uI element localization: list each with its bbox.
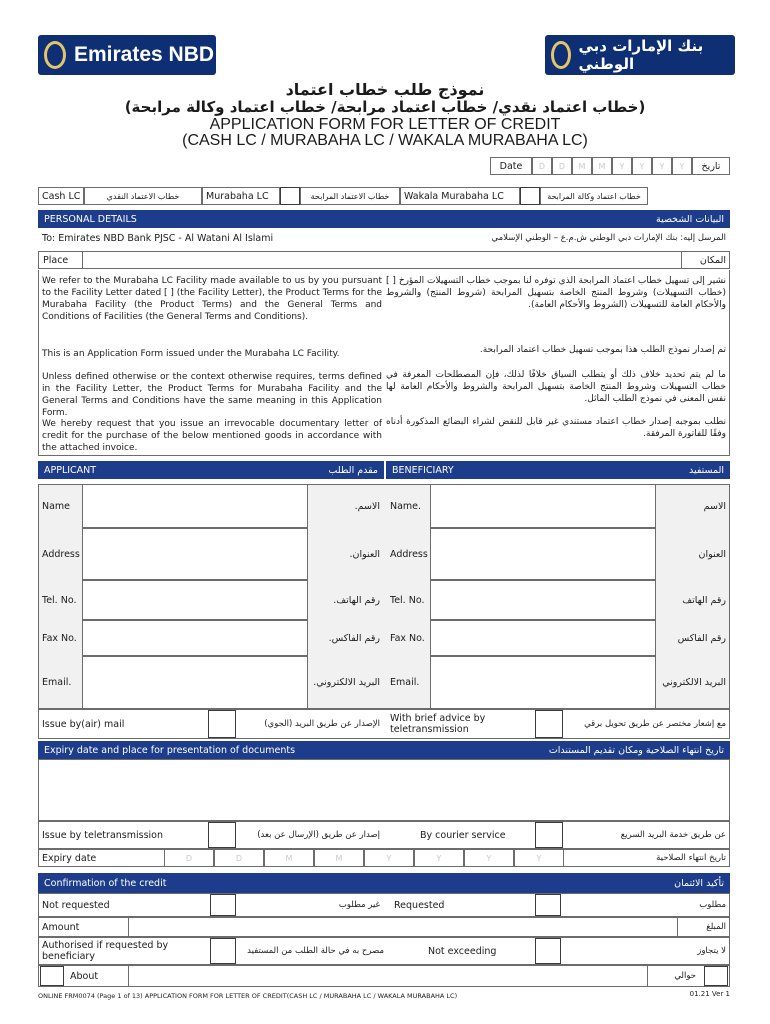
expiry-place-input[interactable] <box>38 759 730 821</box>
logo-text-en: Emirates NBD <box>74 43 215 66</box>
date-label: Date <box>490 157 532 175</box>
applicant-title: APPLICANT <box>44 464 97 476</box>
applicant-name-input[interactable] <box>82 484 308 528</box>
confirmation-bar <box>38 873 730 893</box>
not-exceeding-label: Not exceeding <box>428 945 497 957</box>
about-input[interactable] <box>128 965 648 987</box>
date-box[interactable]: Y <box>672 157 692 175</box>
applicant-fax-label: Fax No. <box>42 632 77 644</box>
teletransmission-checkbox[interactable] <box>208 822 236 848</box>
authorised-label-ar: مصرح به في حالة الطلب من المستفيد <box>247 945 384 956</box>
issue-air-label: Issue by(air) mail <box>42 718 125 730</box>
date-label-ar: تاريخ <box>692 157 730 175</box>
to-recipient: To: Emirates NBD Bank PJSC - Al Watani Al Islami <box>42 232 274 244</box>
title-ar-2: (خطاب اعتماد نقدي/ خطاب اعتماد مرابحة/ خطاب اعتماد وكالة مرابحة) <box>124 98 646 116</box>
title-en-2: (CASH LC / MURABAHA LC / WAKALA MURABAHA LC) <box>182 132 588 149</box>
applicant-name-label: Name <box>42 500 71 512</box>
expiry-date-box[interactable]: Y <box>464 849 514 867</box>
paragraph-3-en: Unless defined otherwise or the context otherwise requires, terms defined in the Facility Letter, the Product Terms for Murabaha Facility and the General Terms and Conditions have the same meaning in this Application Form. <box>42 372 382 418</box>
paragraph-4-en: We hereby request that you issue an irrevocable documentary letter of credit for the purchase of the below mentioned goods in accordance with the attached invoice. <box>42 419 382 453</box>
expiry-date-box[interactable]: Y <box>414 849 464 867</box>
beneficiary-title-ar: المستفيد <box>688 464 724 476</box>
confirmation-title-ar: تأكيد الائتمان <box>674 877 724 889</box>
applicant-address-label: Address <box>42 548 80 560</box>
beneficiary-address-label: Address <box>390 548 428 560</box>
amount-input[interactable] <box>128 917 678 937</box>
cash-lc-label-ar: خطاب الاعتماد النقدي <box>84 187 202 205</box>
about-label-ar: حوالي <box>674 971 696 981</box>
wakala-lc-label-ar: خطاب اعتماد وكالة المرابحة <box>540 187 648 205</box>
issue-air-label-ar: الإصدار عن طريق البريد (الجوي) <box>264 719 380 729</box>
brief-advice-label: With brief advice by teletransmission <box>390 713 486 735</box>
paragraph-3-ar: ما لم يتم تحديد خلاف ذلك أو يتطلب السياق خلافًا لذلك، فإن المصطلحات المعرفة في خطاب التسهيلات وشروط المنتج الخاصة بتسهيل المرابحة والشروط والأحكام العامة لها نفس المعنى في نموذج الطلب الماثل. <box>386 370 726 404</box>
applicant-email-label-ar: البريد الالكتروني. <box>313 677 380 688</box>
expiry-date-boxes[interactable] <box>164 849 564 867</box>
about-label: About <box>70 970 99 982</box>
authorised-checkbox[interactable] <box>210 938 236 964</box>
beneficiary-email-label: Email. <box>390 677 420 688</box>
beneficiary-tel-input[interactable] <box>430 580 656 620</box>
personal-details-title-ar: البيانات الشخصية <box>655 213 724 225</box>
murabaha-lc-checkbox[interactable] <box>280 187 300 205</box>
expiry-bar <box>38 741 730 759</box>
paragraph-1-en: We refer to the Murabaha LC Facility made available to us by you pursuant to the Facility Letter dated [ ] (the Facility Letter), the Product Terms for the Murabaha Facility (the Product Terms) and the General Terms and Conditions of Facilities (the General Terms and Conditions). <box>42 276 382 322</box>
title-en-1: APPLICATION FORM FOR LETTER OF CREDIT <box>209 116 561 133</box>
expiry-title-ar: تاريخ انتهاء الصلاحية ومكان تقديم المستندات <box>548 744 724 756</box>
beneficiary-title: BENEFICIARY <box>392 464 454 476</box>
applicant-tel-label: Tel. No. <box>42 594 77 606</box>
beneficiary-tel-label-ar: رقم الهاتف <box>682 594 726 606</box>
emirates-nbd-logo <box>38 35 216 75</box>
applicant-fax-label-ar: رقم الفاكس. <box>328 632 380 644</box>
applicant-bar <box>38 461 384 479</box>
applicant-tel-input[interactable] <box>82 580 308 620</box>
paragraph-1-ar: نشير إلى تسهيل خطاب اعتماد المرابحة الذي توفره لنا بموجب خطاب التسهيلات المؤرخ [ ] (خطاب التسهيلات) وشروط المنتج الخاصة بتسهيل المرابحة (شروط المنتج) والشروط والأحكام العامة للتسهيلات (الشروط والأحكام العامة). <box>386 276 726 310</box>
logo-mark-icon <box>551 41 571 69</box>
logo-mark-icon <box>44 41 66 69</box>
personal-details-bar <box>38 210 730 228</box>
beneficiary-fax-input[interactable] <box>430 620 656 656</box>
applicant-email-input[interactable] <box>82 656 308 709</box>
applicant-fax-input[interactable] <box>82 620 308 656</box>
footer-form-id: ONLINE FRM0074 (Page 1 of 13) APPLICATION FORM FOR LETTER OF CREDIT(CASH LC / MURABAHA LC / WAKALA MURABAHA LC) <box>38 992 458 1000</box>
murabaha-lc-label-ar: خطاب الاعتماد المرابحة <box>300 187 400 205</box>
courier-label: By courier service <box>420 829 506 841</box>
not-requested-label: Not requested <box>42 899 110 911</box>
murabaha-lc-label: Murabaha LC <box>202 187 280 205</box>
about-checkbox-ar[interactable] <box>704 966 728 986</box>
expiry-date-label: Expiry date <box>42 852 97 864</box>
teletransmission-label: Issue by teletransmission <box>42 829 163 841</box>
requested-label: Requested <box>394 899 445 911</box>
applicant-email-label: Email. <box>42 677 72 688</box>
beneficiary-tel-label: Tel. No. <box>390 594 425 606</box>
confirmation-title: Confirmation of the credit <box>44 877 167 889</box>
expiry-date-label-ar: تاريخ انتهاء الصلاحية <box>656 853 726 863</box>
teletransmission-label-ar: إصدار عن طريق (الإرسال عن بعد) <box>257 830 380 840</box>
expiry-date-box[interactable]: Y <box>514 849 564 867</box>
date-box[interactable]: M <box>592 157 612 175</box>
applicant-tel-label-ar: رقم الهاتف. <box>333 594 380 606</box>
beneficiary-email-input[interactable] <box>430 656 656 709</box>
expiry-date-box[interactable]: D <box>164 849 214 867</box>
applicant-name-label-ar: الاسم. <box>354 500 380 512</box>
not-requested-label-ar: غير مطلوب <box>338 900 380 910</box>
not-requested-checkbox[interactable] <box>210 894 236 916</box>
courier-checkbox[interactable] <box>535 822 563 848</box>
brief-advice-label-ar: مع إشعار مختصر عن طريق تحويل برقي <box>584 718 726 729</box>
date-box[interactable]: Y <box>652 157 672 175</box>
beneficiary-name-input[interactable] <box>430 484 656 528</box>
date-input-boxes[interactable] <box>532 157 692 175</box>
applicant-address-input[interactable] <box>82 528 308 580</box>
place-label-ar: المكان <box>699 254 726 266</box>
place-input[interactable] <box>82 251 682 269</box>
beneficiary-bar <box>386 461 730 479</box>
beneficiary-address-input[interactable] <box>430 528 656 580</box>
emirates-nbd-logo-ar <box>545 35 735 75</box>
expiry-date-box[interactable]: Y <box>364 849 414 867</box>
to-recipient-ar: المرسل إليه: بنك الإمارات دبي الوطني ش.م.ع – الوطني الإسلامي <box>491 233 726 243</box>
paragraph-2-en: This is an Application Form issued under the Murabaha LC Facility. <box>42 349 340 359</box>
expiry-title: Expiry date and place for presentation of documents <box>44 744 296 756</box>
beneficiary-address-label-ar: العنوان <box>698 548 726 560</box>
requested-checkbox[interactable] <box>535 894 561 916</box>
paragraph-4-ar: نطلب بموجبه إصدار خطاب اعتماد مستندي غير قابل للنقض لشراء البضائع المذكورة أدناه وفقًا للفاتورة المرفقة. <box>386 417 726 439</box>
title-ar-1: نموذج طلب خطاب اعتماد <box>285 80 485 99</box>
wakala-lc-checkbox[interactable] <box>520 187 540 205</box>
brief-advice-checkbox[interactable] <box>535 710 563 738</box>
beneficiary-fax-label: Fax No. <box>390 632 425 644</box>
paragraph-2-ar: تم إصدار نموذج الطلب هذا بموجب تسهيل خطاب اعتماد المرابحة. <box>479 345 726 355</box>
beneficiary-name-label-ar: الاسم <box>703 500 726 512</box>
about-checkbox[interactable] <box>40 966 64 986</box>
date-box[interactable]: Y <box>632 157 652 175</box>
applicant-title-ar: مقدم الطلب <box>328 464 378 476</box>
personal-details-title: PERSONAL DETAILS <box>44 213 137 225</box>
expiry-date-box[interactable]: M <box>264 849 314 867</box>
place-label: Place <box>43 254 69 266</box>
logo-text-ar: بنك الإمارات دبي الوطني <box>578 37 704 73</box>
beneficiary-email-label-ar: البريد الالكتروني <box>662 677 726 688</box>
expiry-date-box[interactable]: D <box>214 849 264 867</box>
beneficiary-fax-label-ar: رقم الفاكس <box>677 632 726 644</box>
issue-air-checkbox[interactable] <box>208 710 236 738</box>
date-box[interactable]: M <box>572 157 592 175</box>
amount-label-ar: المبلغ <box>706 922 726 932</box>
courier-label-ar: عن طريق خدمة البريد السريع <box>620 830 726 840</box>
applicant-address-label-ar: العنوان. <box>349 548 380 560</box>
requested-label-ar: مطلوب <box>699 900 726 910</box>
amount-label: Amount <box>42 921 80 933</box>
date-box[interactable]: Y <box>612 157 632 175</box>
expiry-date-box[interactable]: M <box>314 849 364 867</box>
date-box[interactable]: D <box>532 157 552 175</box>
wakala-lc-label: Wakala Murabaha LC <box>400 187 520 205</box>
not-exceeding-checkbox[interactable] <box>535 938 561 964</box>
cash-lc-label: Cash LC <box>38 187 84 205</box>
authorised-label: Authorised if requested by beneficiary <box>42 940 169 962</box>
date-box[interactable]: D <box>552 157 572 175</box>
footer-version: 01.21 Ver 1 <box>689 990 730 998</box>
beneficiary-name-label: Name. <box>390 500 422 512</box>
not-exceeding-label-ar: لا يتجاوز <box>697 946 726 956</box>
